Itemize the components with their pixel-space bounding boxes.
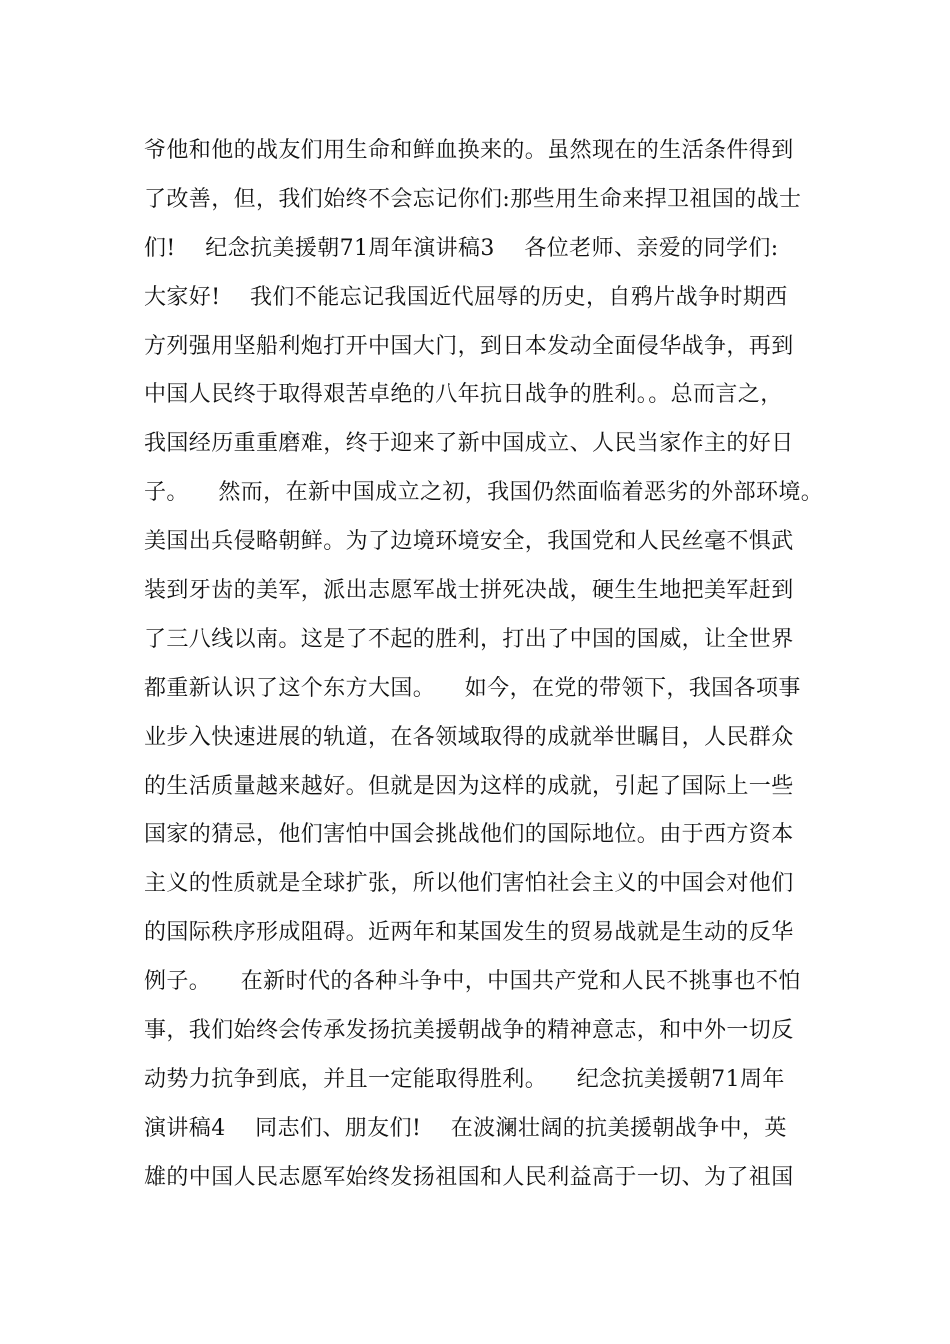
text-line: 了三八线以南。这是了不起的胜利，打出了中国的国威，让全世界 — [144, 626, 794, 652]
text-line: 主义的性质就是全球扩张，所以他们害怕社会主义的中国会对他们 — [144, 871, 794, 897]
text-line: 国家的猜忌，他们害怕中国会挑战他们的国际地位。由于西方资本 — [144, 822, 794, 848]
text-line: 事，我们始终会传承发扬抗美援朝战争的精神意志，和中外一切反 — [144, 1018, 794, 1044]
text-line: 业步入快速进展的轨道，在各领域取得的成就举世瞩目，人民群众 — [144, 724, 794, 750]
text-line: 雄的中国人民志愿军始终发扬祖国和人民利益高于一切、为了祖国 — [144, 1164, 794, 1190]
body-text — [144, 134, 824, 1210]
text-line: 装到牙齿的美军，派出志愿军战士拼死决战，硬生生地把美军赶到 — [144, 578, 794, 604]
text-line: 方列强用坚船利炮打开中国大门，到日本发动全面侵华战争，再到 — [144, 333, 794, 359]
text-line: 演讲稿4 同志们、朋友们! 在波澜壮阔的抗美援朝战争中，英 — [144, 1115, 787, 1141]
text-line: 的生活质量越来越好。但就是因为这样的成就，引起了国际上一些 — [144, 773, 794, 799]
text-line: 美国出兵侵略朝鲜。为了边境环境安全，我国党和人民丝毫不惧武 — [144, 529, 794, 555]
text-line: 动势力抗争到底，并且一定能取得胜利。 纪念抗美援朝71周年 — [144, 1066, 785, 1092]
text-line: 们! 纪念抗美援朝71周年演讲稿3 各位老师、亲爱的同学们: — [144, 235, 779, 261]
text-line: 大家好! 我们不能忘记我国近代屈辱的历史，自鸦片战争时期西 — [144, 284, 788, 310]
text-line: 了改善，但，我们始终不会忘记你们:那些用生命来捍卫祖国的战士 — [144, 186, 802, 212]
text-line: 我国经历重重磨难，终于迎来了新中国成立、人民当家作主的好日 — [144, 431, 794, 457]
text-line: 都重新认识了这个东方大国。 如今，在党的带领下，我国各项事 — [144, 675, 801, 701]
text-line: 中国人民终于取得艰苦卓绝的八年抗日战争的胜利。。总而言之， — [144, 382, 783, 408]
text-line: 爷他和他的战友们用生命和鲜血换来的。虽然现在的生活条件得到 — [144, 138, 794, 163]
text-line: 例子。 在新时代的各种斗争中，中国共产党和人民不挑事也不怕 — [144, 969, 801, 995]
text-line: 子。 然而，在新中国成立之初，我国仍然面临着恶劣的外部环境。 — [144, 480, 824, 506]
text-line: 的国际秩序形成阻碍。近两年和某国发生的贸易战就是生动的反华 — [144, 920, 794, 946]
